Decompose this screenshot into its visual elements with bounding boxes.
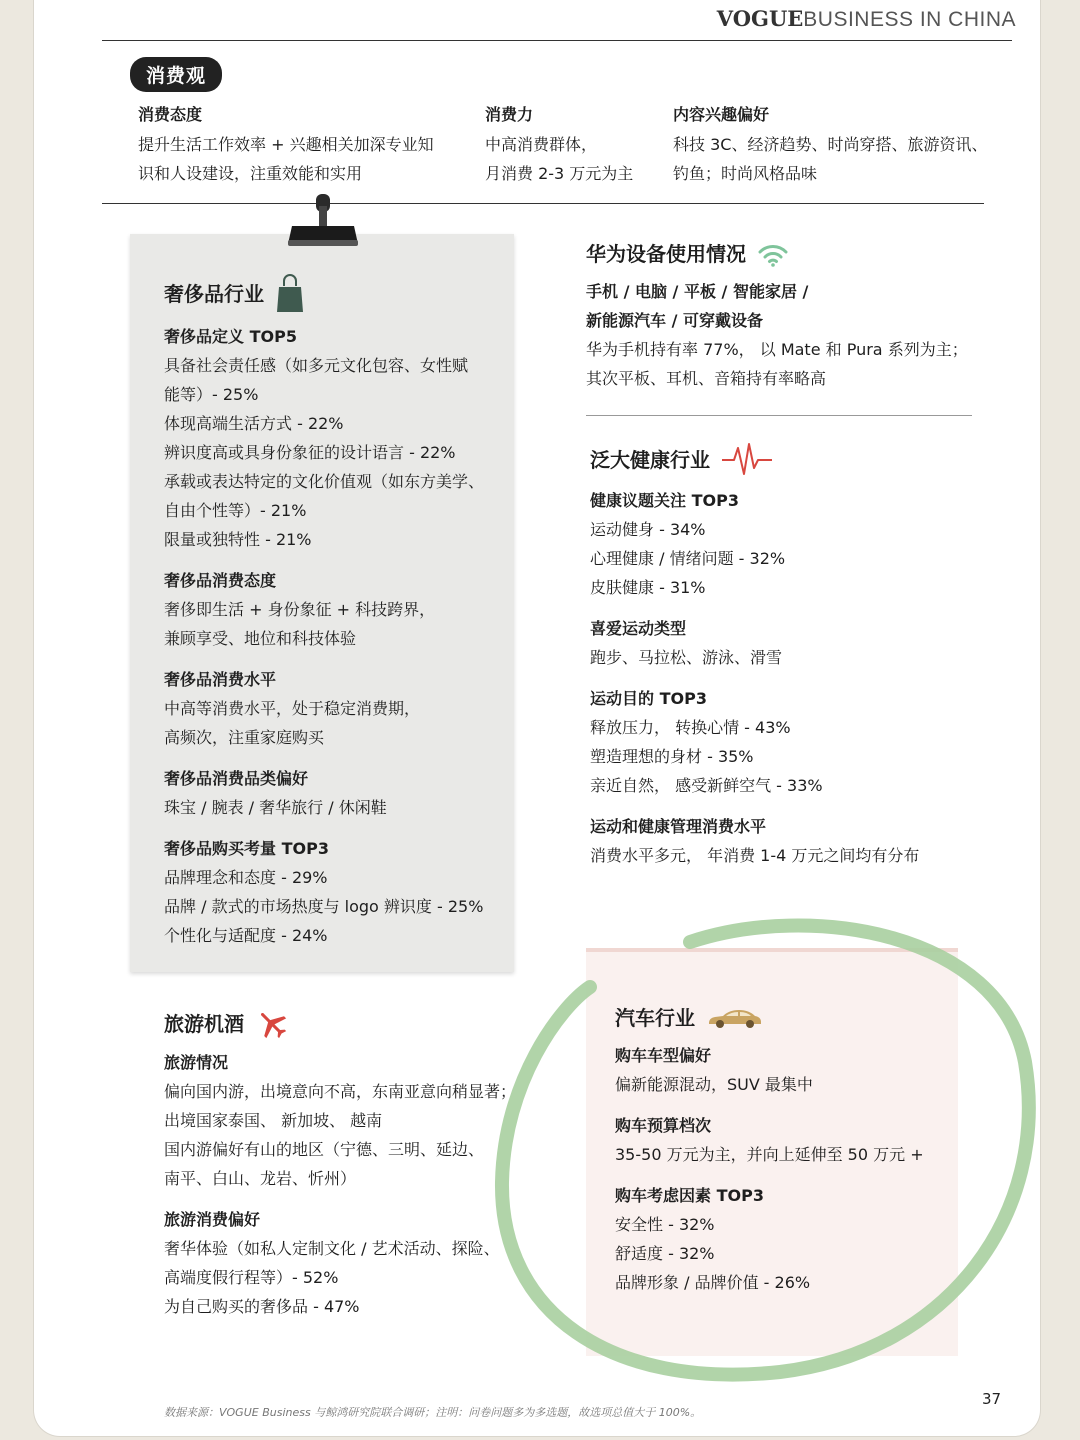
shopping-bag-icon — [276, 274, 304, 314]
list-item: 出境国家泰国、 新加坡、 越南 — [164, 1111, 383, 1130]
list-item: 兼顾享受、地位和科技体验 — [164, 629, 357, 648]
heartbeat-icon — [722, 442, 772, 478]
auto-section — [615, 1004, 945, 1297]
list-item: 为自己购买的奢侈品 - 47% — [164, 1297, 360, 1316]
list-item: 珠宝 / 腕表 / 奢华旅行 / 休闲鞋 — [164, 798, 387, 817]
page-number: 37 — [982, 1390, 1002, 1408]
travel-title: 旅游机酒 — [164, 1011, 244, 1036]
list-item: 能等）- 25% — [164, 385, 259, 404]
list-item: 个性化与适配度 - 24% — [164, 926, 328, 945]
list-item: 华为手机持有率 77%， 以 Mate 和 Pura 系列为主； — [586, 340, 968, 359]
huawei-section — [586, 240, 986, 393]
car-icon — [707, 1008, 763, 1030]
list-item: 运动健身 - 34% — [590, 520, 706, 539]
luxury-attitude-title: 奢侈品消费态度 — [164, 571, 277, 590]
luxury-factor-title: 奢侈品购买考量 TOP3 — [164, 839, 329, 858]
device-list: 手机 / 电脑 / 平板 / 智能家居 / — [586, 282, 809, 301]
auto-budget-title: 购车预算档次 — [615, 1116, 712, 1135]
health-title: 泛大健康行业 — [590, 447, 710, 472]
list-item: 跑步、马拉松、游泳、滑雪 — [590, 648, 783, 667]
health-purpose-title: 运动目的 TOP3 — [590, 689, 707, 708]
text-line: 中高消费群体， — [485, 135, 598, 154]
travel-pref-title: 旅游消费偏好 — [164, 1210, 261, 1229]
text-line: 月消费 2-3 万元为主 — [485, 164, 634, 183]
binder-clip-icon — [286, 192, 360, 248]
footer-note: 数据来源：VOGUE Business 与鲸鸿研究院联合调研；注明：问卷问题多为多选题，故选项总值大于 100%。 — [164, 1406, 702, 1419]
consumption-attitude — [138, 100, 468, 188]
airplane-icon — [256, 1008, 288, 1040]
wifi-icon — [758, 243, 788, 267]
luxury-definition-title: 奢侈品定义 TOP5 — [164, 327, 297, 346]
auto-type-title: 购车车型偏好 — [615, 1046, 712, 1065]
luxury-level-title: 奢侈品消费水平 — [164, 670, 277, 689]
consumption-power — [485, 100, 665, 188]
list-item: 心理健康 / 情绪问题 - 32% — [590, 549, 786, 568]
top-rule — [102, 40, 1012, 41]
list-item: 其次平板、耳机、音箱持有率略高 — [586, 369, 827, 388]
list-item: 自由个性等）- 21% — [164, 501, 307, 520]
list-item: 塑造理想的身材 - 35% — [590, 747, 754, 766]
health-section — [590, 442, 990, 870]
list-item: 南平、白山、龙岩、忻州） — [164, 1169, 357, 1188]
content-interest-title: 内容兴趣偏好 — [673, 105, 770, 124]
device-list: 新能源汽车 / 可穿戴设备 — [586, 311, 763, 330]
consumption-power-title: 消费力 — [485, 105, 534, 124]
list-item: 奢华体验（如私人定制文化 / 艺术活动、探险、 — [164, 1239, 500, 1258]
list-item: 高频次，注重家庭购买 — [164, 728, 325, 747]
list-item: 辨识度高或具身份象征的设计语言 - 22% — [164, 443, 456, 462]
consumption-attitude-title: 消费态度 — [138, 105, 203, 124]
list-item: 国内游偏好有山的地区（宁德、三明、延边、 — [164, 1140, 485, 1159]
list-item: 奢侈即生活 + 身份象征 + 科技跨界， — [164, 600, 436, 619]
text-line: 科技 3C、经济趋势、时尚穿搭、旅游资讯、 — [673, 135, 988, 154]
travel-section — [164, 1008, 517, 1321]
section-pill-consumption: 消费观 — [130, 57, 222, 92]
text-line: 钓鱼；时尚风格品味 — [673, 164, 818, 183]
section-divider — [102, 203, 984, 204]
list-item: 体现高端生活方式 - 22% — [164, 414, 344, 433]
list-item: 具备社会责任感（如多元文化包容、女性赋 — [164, 356, 469, 375]
list-item: 品牌理念和态度 - 29% — [164, 868, 328, 887]
text-line: 识和人设建设，注重效能和实用 — [138, 164, 363, 183]
luxury-category-title: 奢侈品消费品类偏好 — [164, 769, 309, 788]
huawei-divider — [586, 415, 972, 416]
list-item: 皮肤健康 - 31% — [590, 578, 706, 597]
auto-title: 汽车行业 — [615, 1006, 695, 1030]
list-item: 消费水平多元， 年消费 1-4 万元之间均有分布 — [590, 846, 920, 865]
luxury-title: 奢侈品行业 — [164, 281, 264, 306]
list-item: 亲近自然， 感受新鲜空气 - 33% — [590, 776, 823, 795]
list-item: 高端度假行程等）- 52% — [164, 1268, 339, 1287]
list-item: 偏向国内游，出境意向不高，东南亚意向稍显著； — [164, 1082, 517, 1101]
list-item: 品牌 / 款式的市场热度与 logo 辨识度 - 25% — [164, 897, 484, 916]
list-item: 品牌形象 / 品牌价值 - 26% — [615, 1273, 811, 1292]
list-item: 35-50 万元为主，并向上延伸至 50 万元 + — [615, 1145, 924, 1164]
list-item: 舒适度 - 32% — [615, 1244, 715, 1263]
text-line: 提升生活工作效率 + 兴趣相关加深专业知 — [138, 135, 434, 154]
list-item: 中高等消费水平，处于稳定消费期， — [164, 699, 421, 718]
masthead: VOGUEBUSINESS IN CHINA — [716, 6, 1016, 31]
list-item: 限量或独特性 - 21% — [164, 530, 312, 549]
luxury-section — [164, 274, 504, 950]
huawei-title: 华为设备使用情况 — [586, 242, 746, 266]
content-interest — [673, 100, 1013, 188]
list-item: 承载或表达特定的文化价值观（如东方美学、 — [164, 472, 485, 491]
travel-situation-title: 旅游情况 — [164, 1053, 229, 1072]
health-topic-title: 健康议题关注 TOP3 — [590, 491, 739, 510]
list-item: 安全性 - 32% — [615, 1215, 715, 1234]
list-item: 释放压力， 转换心情 - 43% — [590, 718, 791, 737]
health-sport-title: 喜爱运动类型 — [590, 619, 687, 638]
health-spend-title: 运动和健康管理消费水平 — [590, 817, 767, 836]
list-item: 偏新能源混动，SUV 最集中 — [615, 1075, 813, 1094]
auto-factor-title: 购车考虑因素 TOP3 — [615, 1186, 764, 1205]
